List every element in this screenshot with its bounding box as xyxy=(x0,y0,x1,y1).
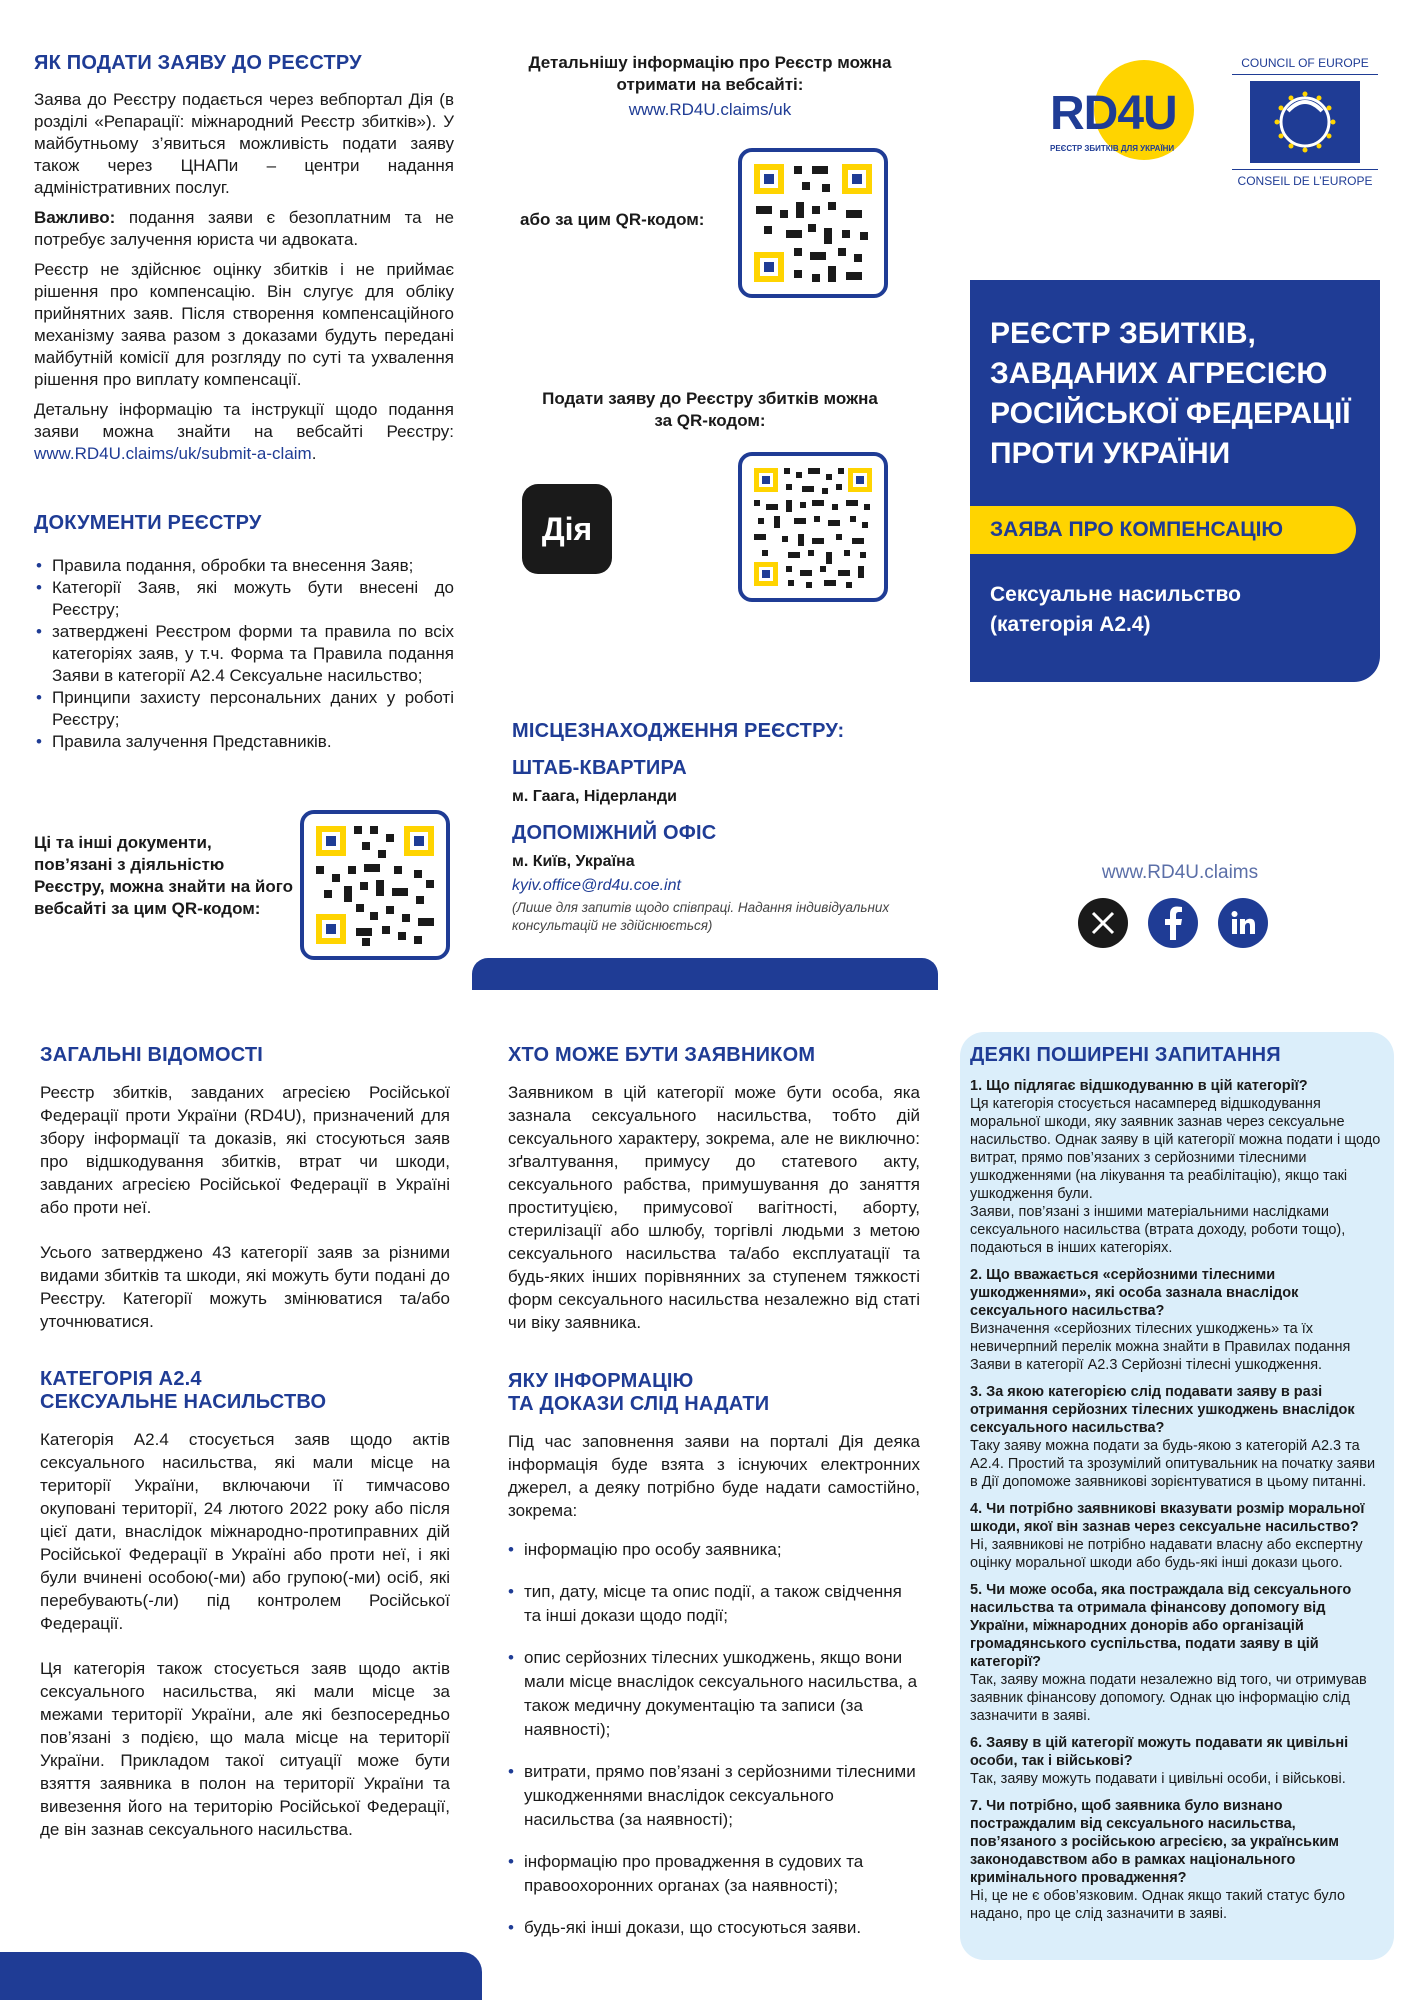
general-p2: Усього затверджено 43 категорії заяв за різними видами збитків та шкоди, які можуть бути подані до Реєстру. Категорії можуть змінюватися та/або уточнюватися. xyxy=(40,1243,450,1331)
evidence-item: • інформацію про провадження в судових та правоохоронних органах (за наявності); xyxy=(508,1850,920,1898)
faq-question: 6. Заяву в цій категорії можуть подавати як цивільні особи, так і військові? xyxy=(970,1735,1349,1769)
bottom-left-bar xyxy=(0,1952,482,2000)
faq-answer: Визначення «серйозних тілесних ушкоджень» та їх невичерпний перелік можна знайти в Правилах подання Заяви в категорії А2.3 Серйозні тілесні ушкодження. xyxy=(970,1321,1351,1373)
docs-item: • Правила залучення Представників. xyxy=(34,731,454,753)
facebook-logo-icon xyxy=(1162,906,1184,940)
important-label: Важливо: xyxy=(34,208,116,227)
docs-qr-caption: Ці та інші документи, пов’язані з діяльністю Реєстру, можна знайти на його вебсайті за цим QR-кодом: xyxy=(34,833,293,918)
docs-list xyxy=(34,555,454,753)
docs-item: • затверджені Реєстром форми та правила по всіх категоріях заяв, у т.ч. Форма та Правила подання Заяви в категорії А2.4 Сексуальне насильство; xyxy=(34,621,454,687)
submit-qr-text: Подати заяву до Реєстру збитків можна за QR-кодом: xyxy=(542,389,878,430)
evidence-item: • опис серйозних тілесних ушкоджень, якщо вони мали місце внаслідок сексуального насильства, а також медичну документацію та записи (за наявності); xyxy=(508,1646,920,1742)
important-text: подання заяви є безоплатним та не потребує залучення юриста чи адвоката. xyxy=(34,208,454,249)
docs-item: • Категорії Заяв, які можуть бути внесені до Реєстру; xyxy=(34,577,454,621)
evidence-heading-2: ТА ДОКАЗИ СЛІД НАДАТИ xyxy=(508,1393,770,1415)
evidence-list xyxy=(508,1538,920,1940)
faq-item xyxy=(970,1077,1382,1257)
category-p1: Категорія А2.4 стосується заяв щодо актів сексуального насильства, які мали місце на території України, включаючи її тимчасово окуповані території, 24 лютого 2022 року або після цієї дати, внаслідок міжнародно-протиправних дій Російської Федерації в Україні або проти неї, і які були вчинені особою(-ми) або групою(-ми) осіб, які перебувають(-ли) під контролем Російської Федерації. xyxy=(40,1430,450,1633)
faq-answer: Так, заяву можна подати незалежно від того, чи отримував заявник фінансову допомогу. Однак цю інформацію слід зазначити в заяві. xyxy=(970,1672,1367,1724)
divider-tab xyxy=(472,958,938,990)
category-p2: Ця категорія також стосується заяв щодо актів сексуального насильства, які мали місце за межами території України, але які безпосередньо пов’язані з подією, що мала місце на території України. Прикладом такої ситуації може бути взяття заявника в полон на території України та вивезення його на територію Російської Федерації, де він зазнав сексуального насильства. xyxy=(40,1659,450,1839)
faq-item xyxy=(970,1581,1382,1725)
evidence-intro: Під час заповнення заяви на порталі Дія деяка інформація буде взята з існуючих електронних джерел, а деяку потрібно буде надати самостійно, зокрема: xyxy=(508,1432,920,1520)
general-heading: ЗАГАЛЬНІ ВІДОМОСТІ xyxy=(40,1044,264,1066)
evidence-item: • тип, дату, місце та опис події, а також свідчення та інші докази щодо події; xyxy=(508,1580,920,1628)
website-qr-label: або за цим QR-кодом: xyxy=(520,210,705,229)
faq-item xyxy=(970,1266,1382,1374)
faq-question: 7. Чи потрібно, щоб заявника було визнано постраждалим від сексуального насильства, пов’язаного з російською агресією, за українським законодавством або в рамках національного кримінального провадження? xyxy=(970,1798,1339,1886)
faq-item xyxy=(970,1734,1382,1788)
submit-claim-link[interactable]: www.RD4U.claims/uk/submit-a-claim xyxy=(34,444,312,463)
how-to-p3: Реєстр не здійснює оцінку збитків і не приймає рішення про компенсацію. Він слугує для обліку прийнятних заяв. Після створення компенсаційного механізму заява разом з доказами будуть передані майбутній комісії для розгляду по суті та ухвалення рішення про виплату компенсації. xyxy=(34,260,454,389)
general-p1: Реєстр збитків, завданих агресією Російської Федерації проти України (RD4U), призначений для збору інформації та доказів, які стосуються заяв про відшкодування збитків, втрат чи шкоди, завданих агресією Російської Федерації в Україні або проти неї. xyxy=(40,1083,450,1217)
how-to-p1: Заява до Реєстру подається через вебпортал Дія (в розділі «Репарації: міжнародний Реєстр збитків»). У майбутньому з’явиться можливість подати заяву також через ЦНАПи – центри надання адміністративних послуг. xyxy=(34,90,454,197)
cover-title: РЕЄСТР ЗБИТКІВ, ЗАВДАНИХ АГРЕСІЄЮ РОСІЙСЬКОЇ ФЕДЕРАЦІЇ ПРОТИ УКРАЇНИ xyxy=(990,317,1351,470)
location-heading: МІСЦЕЗНАХОДЖЕННЯ РЕЄСТРУ: xyxy=(512,720,845,742)
office-email[interactable]: kyiv.office@rd4u.coe.int xyxy=(512,877,681,894)
who-section xyxy=(508,1044,920,1334)
cover-panel xyxy=(970,280,1380,682)
coe-flag-icon xyxy=(1250,81,1360,163)
coe-bottom-text: CONSEIL DE L’EUROPE xyxy=(1232,169,1378,188)
evidence-item: • інформацію про особу заявника; xyxy=(508,1538,920,1562)
cover-badge: ЗАЯВА ПРО КОМПЕНСАЦІЮ xyxy=(970,506,1356,554)
category-heading-1: КАТЕГОРІЯ А2.4 xyxy=(40,1368,202,1390)
category-heading-2: СЕКСУАЛЬНЕ НАСИЛЬСТВО xyxy=(40,1391,327,1413)
rd4u-logo-text: RD4U xyxy=(1050,87,1177,140)
rd4u-logo-sub: РЕЄСТР ЗБИТКІВ ДЛЯ УКРАЇНИ xyxy=(1050,144,1175,153)
who-heading: ХТО МОЖЕ БУТИ ЗАЯВНИКОМ xyxy=(508,1044,816,1066)
faq-question: 2. Що вважається «серйозними тілесними ушкодженнями», які особа зазнала внаслідок сексуального насильства? xyxy=(970,1267,1299,1319)
how-to-p4-text: Детальну інформацію та інструкції щодо подання заяви можна знайти на вебсайті Реєстру: xyxy=(34,400,454,441)
linkedin-social-icon[interactable] xyxy=(1218,898,1268,948)
who-p1: Заявником в цій категорії може бути особа, яка зазнала сексуального насильства, тобто дій сексуального характеру, зокрема, але не виключно: зґвалтування, примусу до статевого акту, сексуального рабства, примушування до заняття проституцією, примусової вагітності, аборту, стерилізації або шлюбу, торгівлі людьми з метою сексуального насильства та/або експлуатації та будь-яких інших порівнянних за ступенем тяжкості форм сексуального насильства незалежно від статі чи віку заявника. xyxy=(508,1083,920,1332)
qr-code-icon xyxy=(304,814,446,956)
how-to-heading: ЯК ПОДАТИ ЗАЯВУ ДО РЕЄСТРУ xyxy=(34,52,362,74)
website-info-text: Детальнішу інформацію про Реєстр можна отримати на вебсайті: xyxy=(528,53,892,94)
category-section xyxy=(40,1368,450,1841)
docs-item: • Принципи захисту персональних даних у роботі Реєстру; xyxy=(34,687,454,731)
office-city: м. Київ, Україна xyxy=(512,853,635,870)
faq-item xyxy=(970,1383,1382,1491)
faq-question: 4. Чи потрібно заявникові вказувати розмір моральної шкоди, якої він зазнав через сексуальне насильство? xyxy=(970,1501,1365,1535)
faq-panel xyxy=(960,1032,1394,1960)
how-to-p2 xyxy=(34,207,454,251)
facebook-social-icon[interactable] xyxy=(1148,898,1198,948)
x-social-icon[interactable] xyxy=(1078,898,1128,948)
docs-item: • Правила подання, обробки та внесення Заяв; xyxy=(34,555,454,577)
faq-item xyxy=(970,1500,1382,1572)
coe-logo xyxy=(1232,56,1378,188)
qr-code-icon xyxy=(742,152,884,294)
cover-subtitle: Сексуальне насильство (категорія А2.4) xyxy=(990,583,1241,636)
docs-section xyxy=(34,512,454,753)
faq-answer: Заяви, пов’язані з іншими матеріальними наслідками сексуального насильства (втрата доходу, роботи тощо), подаються в інших категоріях. xyxy=(970,1204,1346,1256)
how-to-p4-end: . xyxy=(311,444,317,463)
faq-item xyxy=(970,1797,1382,1923)
coe-stars-icon xyxy=(1250,81,1360,163)
how-to-p4 xyxy=(34,399,454,465)
rd4u-logo xyxy=(1050,56,1210,164)
office-heading: ДОПОМІЖНИЙ ОФІС xyxy=(512,822,717,844)
faq-question: 3. За якою категорією слід подавати заяву в разі отримання серйозних тілесних ушкоджень внаслідок сексуального насильства? xyxy=(970,1384,1355,1436)
docs-heading: ДОКУМЕНТИ РЕЄСТРУ xyxy=(34,512,262,534)
faq-question: 1. Що підлягає відшкодуванню в цій категорії? xyxy=(970,1078,1308,1094)
linkedin-logo-icon xyxy=(1229,909,1257,937)
faq-answer: Так, заяву можуть подавати і цивільні особи, і військові. xyxy=(970,1771,1346,1787)
faq-answer: Ця категорія стосується насамперед відшкодування моральної шкоди, яку заявник зазнав через сексуальне насильство. Однак заяву в цій категорії можна подати і щодо витрат, прямо пов’язаних з серйозними тілесними ушкодженнями (на лікування та реабілітацію), якщо такі ушкодження були. xyxy=(970,1096,1381,1202)
faq-question: 5. Чи може особа, яка постраждала від сексуального насильства та отримала фінансову допомогу від України, міжнародних донорів або організацій громадянського суспільства, подати заяву в цій категорії? xyxy=(970,1582,1352,1670)
faq-heading: ДЕЯКІ ПОШИРЕНІ ЗАПИТАННЯ xyxy=(970,1044,1281,1066)
evidence-item: • будь-які інші докази, що стосуються заяви. xyxy=(508,1916,920,1940)
coe-top-text: COUNCIL OF EUROPE xyxy=(1232,56,1378,75)
qr-code-icon xyxy=(742,456,884,598)
website-link[interactable]: www.RD4U.claims/uk xyxy=(628,100,792,119)
diia-logo[interactable]: Дія xyxy=(522,484,612,574)
general-section xyxy=(40,1044,450,1333)
website-qr-code[interactable] xyxy=(738,148,888,298)
location-section xyxy=(512,720,932,935)
hq-city: м. Гаага, Нідерланди xyxy=(512,788,677,805)
cover-website-link[interactable]: www.RD4U.claims xyxy=(1101,862,1259,883)
faq-answer: Ні, це не є обов’язковим. Однак якщо такий статус було надано, про це слід зазначити в заяві. xyxy=(970,1888,1346,1922)
x-logo-icon xyxy=(1090,910,1116,936)
hq-heading: ШТАБ-КВАРТИРА xyxy=(512,757,687,779)
evidence-heading-1: ЯКУ ІНФОРМАЦІЮ xyxy=(508,1370,694,1392)
evidence-section xyxy=(508,1370,920,1958)
evidence-item: • витрати, прямо пов’язані з серйозними тілесними ушкодженнями внаслідок сексуального насильства (за наявності); xyxy=(508,1760,920,1832)
how-to-section xyxy=(34,52,454,465)
submit-qr-code[interactable] xyxy=(738,452,888,602)
faq-answer: Таку заяву можна подати за будь-якою з категорій А2.3 та А2.4. Простий та зрозумілий опитувальник на початку заяви в Дії допоможе заявникові зорієнтуватися в цьому питанні. xyxy=(970,1438,1376,1490)
office-note: (Лише для запитів щодо співпраці. Надання індивідуальних консультацій не здійснюється) xyxy=(512,900,890,933)
docs-qr-code[interactable] xyxy=(300,810,450,960)
faq-answer: Ні, заявникові не потрібно надавати власну або експертну оцінку моральної шкоди або будь-які інші докази цього. xyxy=(970,1537,1363,1571)
